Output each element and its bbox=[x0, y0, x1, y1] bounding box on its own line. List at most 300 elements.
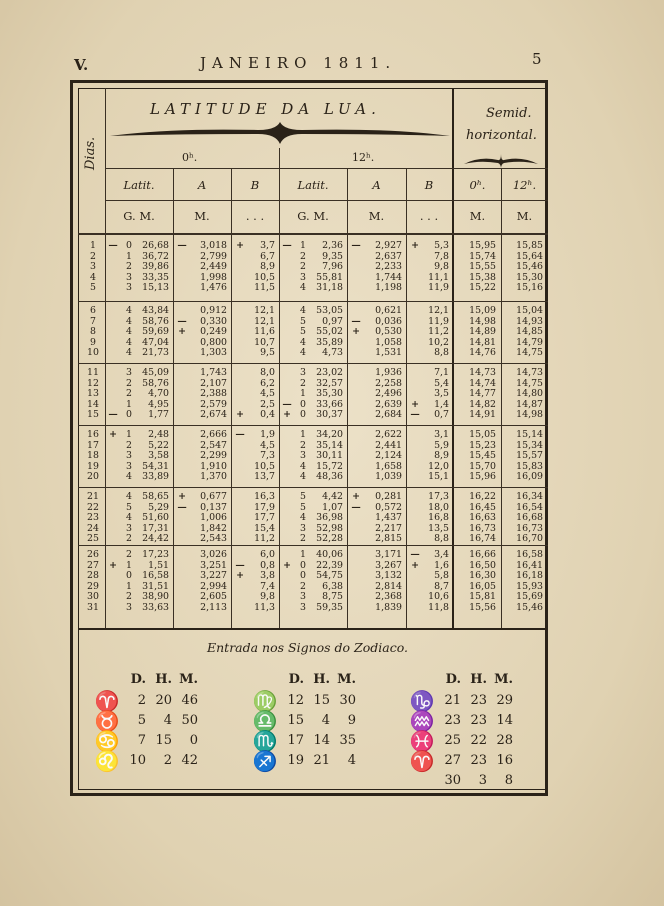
lat12-degrees: 2 bbox=[300, 377, 306, 389]
semid-12h-value: 14,98 bbox=[516, 409, 543, 421]
lat0-degrees: 1 bbox=[126, 398, 132, 410]
a0-value: 1,370 bbox=[200, 471, 227, 483]
semid-12h-value: 15,57 bbox=[516, 450, 543, 462]
lat0-minutes: 4,95 bbox=[148, 398, 169, 410]
lat0-degrees: 2 bbox=[126, 261, 132, 273]
b12-value: 0,7 bbox=[434, 409, 449, 421]
lat12-minutes: 4,73 bbox=[322, 347, 343, 359]
lat0-minutes: 2,48 bbox=[148, 429, 169, 440]
zodiac-hour: 3 bbox=[478, 773, 487, 788]
lat0-degrees: 1 bbox=[126, 429, 132, 440]
b0-value: 4,5 bbox=[260, 439, 275, 451]
lat12-minutes: 33,66 bbox=[316, 398, 343, 410]
lat12-minutes: 55,81 bbox=[316, 271, 343, 283]
day-number: 23 bbox=[87, 512, 99, 524]
group-separator bbox=[78, 545, 548, 546]
lat12-minutes: 54,75 bbox=[316, 570, 343, 582]
a0-value: 1,998 bbox=[200, 271, 227, 283]
lat12-degrees: 4 bbox=[300, 471, 306, 483]
dias-label: Dias. bbox=[83, 136, 98, 170]
lat0-degrees: 3 bbox=[126, 450, 132, 462]
semid-0h-value: 15,23 bbox=[469, 439, 496, 451]
lat0-minutes: 33,63 bbox=[142, 601, 169, 613]
semid-12h-value: 16,68 bbox=[516, 512, 543, 524]
b12-value: 1,4 bbox=[434, 398, 449, 410]
a0-sign: — bbox=[177, 315, 187, 327]
a12-sign: + bbox=[352, 326, 360, 338]
a12-value: 1,658 bbox=[375, 460, 402, 472]
day-number: 15 bbox=[87, 409, 99, 421]
day-number: 2 bbox=[90, 250, 96, 262]
b12-value: 11,1 bbox=[428, 271, 449, 283]
b12-sign: — bbox=[410, 409, 420, 421]
a0-value: 3,026 bbox=[200, 549, 227, 560]
b0-value: 15,4 bbox=[254, 522, 275, 534]
a0-value: 0,249 bbox=[200, 326, 227, 338]
unit-label-latit-12h: G. M. bbox=[297, 209, 329, 223]
col-label-a-12h: A bbox=[372, 178, 381, 192]
lat0-degrees: 2 bbox=[126, 388, 132, 400]
b12-sign: + bbox=[411, 398, 419, 410]
semid-12h-value: 15,34 bbox=[516, 439, 543, 451]
zodiac-hour: 15 bbox=[313, 693, 330, 708]
lat0-degrees: 2 bbox=[126, 533, 132, 545]
lat12-minutes: 9,35 bbox=[322, 250, 343, 262]
lat0-minutes: 5,29 bbox=[148, 501, 169, 513]
b0-value: 16,3 bbox=[254, 491, 275, 502]
lat12-minutes: 34,20 bbox=[316, 429, 343, 440]
col-label-semid-12h: 12ʰ. bbox=[512, 178, 537, 192]
lat12-degrees: 3 bbox=[300, 601, 306, 613]
b0-value: 12,1 bbox=[254, 305, 275, 316]
zodiac-sign-icon: ♎ bbox=[252, 709, 278, 733]
section-mark: V. bbox=[74, 56, 89, 74]
zodiac-hour: 15 bbox=[155, 733, 172, 748]
b0-value: 7,3 bbox=[260, 450, 275, 462]
semid-0h-value: 14,89 bbox=[469, 326, 496, 338]
semid-0h-value: 16,73 bbox=[469, 522, 496, 534]
zodiac-minute: 29 bbox=[496, 693, 513, 708]
semid-12h-value: 14,73 bbox=[516, 367, 543, 378]
zodiac-hour: 23 bbox=[470, 713, 487, 728]
semid-0h-value: 16,63 bbox=[469, 512, 496, 524]
semid-12h-value: 15,83 bbox=[516, 460, 543, 472]
a12-value: 3,132 bbox=[375, 570, 402, 582]
semid-12h-value: 16,58 bbox=[516, 549, 543, 560]
zodiac-col-head: D. bbox=[288, 672, 304, 687]
zodiac-minute: 50 bbox=[181, 713, 198, 728]
a12-sign: — bbox=[351, 315, 361, 327]
half-12h-label: 12ʰ. bbox=[352, 151, 375, 164]
zodiac-sign-icon: ♑ bbox=[409, 689, 435, 713]
day-number: 17 bbox=[87, 439, 99, 451]
lat0-minutes: 15,13 bbox=[142, 282, 169, 294]
b12-value: 10,6 bbox=[428, 591, 449, 603]
lat12-degrees: 0 bbox=[300, 398, 306, 410]
b12-value: 3,4 bbox=[434, 549, 449, 560]
zodiac-day: 19 bbox=[287, 753, 304, 768]
b12-value: 11,9 bbox=[428, 282, 449, 294]
a12-value: 2,927 bbox=[375, 240, 402, 251]
unit-label-semid-12h: M. bbox=[516, 209, 533, 223]
lat0-minutes: 51,60 bbox=[142, 512, 169, 524]
lat0-degrees: 3 bbox=[126, 601, 132, 613]
lat12-degrees: 4 bbox=[300, 336, 306, 348]
b12-value: 8,8 bbox=[434, 533, 449, 545]
lat0-minutes: 17,23 bbox=[142, 549, 169, 560]
a0-value: 2,543 bbox=[200, 533, 227, 545]
unit-label-b-0h: . . . bbox=[245, 209, 265, 223]
day-number: 25 bbox=[87, 533, 99, 545]
b12-value: 8,8 bbox=[434, 347, 449, 359]
a12-value: 0,530 bbox=[375, 326, 402, 338]
col-label-latit-12h: Latit. bbox=[297, 178, 329, 192]
a12-sign: + bbox=[352, 491, 360, 502]
b0-sign: + bbox=[236, 240, 244, 251]
semid-0h-value: 16,50 bbox=[469, 559, 496, 571]
lat12-sign: — bbox=[282, 398, 292, 410]
semid-0h-value: 15,55 bbox=[469, 261, 496, 273]
semid-0h-value: 15,95 bbox=[469, 240, 496, 251]
lat0-degrees: 0 bbox=[126, 409, 132, 421]
lat12-minutes: 59,35 bbox=[316, 601, 343, 613]
semid-12h-value: 16,54 bbox=[516, 501, 543, 513]
lat12-minutes: 7,96 bbox=[322, 261, 343, 273]
lat12-degrees: 0 bbox=[300, 559, 306, 571]
b0-value: 17,9 bbox=[254, 501, 275, 513]
semid-0h-value: 14,91 bbox=[469, 409, 496, 421]
b0-value: 11,2 bbox=[254, 533, 275, 545]
day-number: 5 bbox=[90, 282, 96, 294]
b12-value: 12,0 bbox=[428, 460, 449, 472]
lat12-minutes: 35,14 bbox=[316, 439, 343, 451]
lat0-minutes: 39,86 bbox=[142, 261, 169, 273]
b12-value: 9,8 bbox=[434, 261, 449, 273]
lat12-degrees: 3 bbox=[300, 367, 306, 378]
header-bottom-line bbox=[78, 233, 548, 235]
b0-sign: + bbox=[236, 570, 244, 582]
col-label-latit-0h: Latit. bbox=[123, 178, 155, 192]
a0-value: 2,107 bbox=[200, 377, 227, 389]
lat12-degrees: 1 bbox=[300, 549, 306, 560]
a12-value: 2,815 bbox=[375, 533, 402, 545]
a0-value: 3,018 bbox=[200, 240, 227, 251]
semid-12h-value: 15,16 bbox=[516, 282, 543, 294]
zodiac-col-head: D. bbox=[445, 672, 461, 687]
lat0-sign: — bbox=[108, 240, 118, 251]
zodiac-hour: 23 bbox=[470, 693, 487, 708]
b0-value: 3,8 bbox=[260, 570, 275, 582]
semid-0h-value: 14,76 bbox=[469, 347, 496, 359]
lat0-minutes: 43,84 bbox=[142, 305, 169, 316]
lat0-minutes: 21,73 bbox=[142, 347, 169, 359]
day-number: 12 bbox=[87, 377, 99, 389]
b0-value: 7,4 bbox=[260, 580, 275, 592]
lat12-degrees: 2 bbox=[300, 261, 306, 273]
zodiac-hour: 21 bbox=[313, 753, 330, 768]
b0-sign: — bbox=[235, 429, 245, 440]
lat12-minutes: 22,39 bbox=[316, 559, 343, 571]
lat12-degrees: 0 bbox=[300, 570, 306, 582]
zodiac-sign-icon: ♓ bbox=[409, 729, 435, 753]
semid-0h-value: 15,45 bbox=[469, 450, 496, 462]
lat12-sign: + bbox=[283, 559, 291, 571]
lat0-minutes: 54,31 bbox=[142, 460, 169, 472]
b0-value: 0,8 bbox=[260, 559, 275, 571]
unit-label-semid-0h: M. bbox=[469, 209, 486, 223]
semid-12h-value: 16,41 bbox=[516, 559, 543, 571]
b0-value: 11,6 bbox=[254, 326, 275, 338]
day-number: 8 bbox=[90, 326, 96, 338]
semid-12h-value: 15,30 bbox=[516, 271, 543, 283]
lat0-degrees: 0 bbox=[126, 240, 132, 251]
lat0-minutes: 26,68 bbox=[142, 240, 169, 251]
a12-value: 2,639 bbox=[375, 398, 402, 410]
lat12-minutes: 6,38 bbox=[322, 580, 343, 592]
semid-0h-value: 16,30 bbox=[469, 570, 496, 582]
column-rule bbox=[173, 168, 174, 628]
lat12-minutes: 52,28 bbox=[316, 533, 343, 545]
lat0-degrees: 4 bbox=[126, 326, 132, 338]
lat0-minutes: 58,76 bbox=[142, 377, 169, 389]
table-bottom-line bbox=[78, 628, 548, 630]
zodiac-minute: 8 bbox=[504, 773, 513, 788]
a0-value: 0,330 bbox=[200, 315, 227, 327]
semid-label-line2: horizontal. bbox=[466, 128, 537, 143]
a12-sign: — bbox=[351, 501, 361, 513]
b0-sign: + bbox=[236, 409, 244, 421]
day-number: 22 bbox=[87, 501, 99, 513]
lat12-minutes: 40,06 bbox=[316, 549, 343, 560]
b12-value: 3,5 bbox=[434, 388, 449, 400]
lat12-degrees: 5 bbox=[300, 491, 306, 502]
lat0-degrees: 2 bbox=[126, 591, 132, 603]
a12-value: 1,531 bbox=[375, 347, 402, 359]
zodiac-hour: 23 bbox=[470, 753, 487, 768]
b12-value: 17,3 bbox=[428, 491, 449, 502]
b0-value: 10,5 bbox=[254, 460, 275, 472]
zodiac-minute: 30 bbox=[339, 693, 356, 708]
day-number: 20 bbox=[87, 471, 99, 483]
a0-sign: — bbox=[177, 240, 187, 251]
lat0-minutes: 31,51 bbox=[142, 580, 169, 592]
b12-value: 8,9 bbox=[434, 450, 449, 462]
b12-sign: — bbox=[410, 549, 420, 560]
semid-12h-value: 14,75 bbox=[516, 377, 543, 389]
semid-12h-value: 15,93 bbox=[516, 580, 543, 592]
lat12-minutes: 35,30 bbox=[316, 388, 343, 400]
lat0-degrees: 1 bbox=[126, 559, 132, 571]
lat12-minutes: 0,97 bbox=[322, 315, 343, 327]
lat0-degrees: 4 bbox=[126, 347, 132, 359]
b12-value: 16,8 bbox=[428, 512, 449, 524]
semid-0h-value: 16,66 bbox=[469, 549, 496, 560]
zodiac-day: 10 bbox=[129, 753, 146, 768]
a0-value: 2,113 bbox=[200, 601, 227, 613]
day-number: 31 bbox=[87, 601, 99, 613]
semid-12h-value: 15,46 bbox=[516, 601, 543, 613]
b12-value: 5,9 bbox=[434, 439, 449, 451]
latitude-title: LATITUDE DA LUA. bbox=[150, 100, 381, 118]
b12-value: 7,1 bbox=[434, 367, 449, 378]
day-number: 6 bbox=[90, 305, 96, 316]
day-number: 13 bbox=[87, 388, 99, 400]
a12-value: 0,621 bbox=[375, 305, 402, 316]
b0-value: 6,2 bbox=[260, 377, 275, 389]
a0-value: 1,006 bbox=[200, 512, 227, 524]
b12-value: 10,2 bbox=[428, 336, 449, 348]
lat0-degrees: 4 bbox=[126, 512, 132, 524]
semid-0h-value: 15,96 bbox=[469, 471, 496, 483]
unit-label-a-12h: M. bbox=[368, 209, 385, 223]
zodiac-minute: 4 bbox=[347, 753, 356, 768]
b12-value: 1,6 bbox=[434, 559, 449, 571]
a12-value: 2,217 bbox=[375, 522, 402, 534]
zodiac-day: 27 bbox=[444, 753, 461, 768]
lat0-degrees: 4 bbox=[126, 471, 132, 483]
b12-value: 5,3 bbox=[434, 240, 449, 251]
col-label-b-12h: B bbox=[424, 178, 434, 192]
day-number: 9 bbox=[90, 336, 96, 348]
lat12-degrees: 2 bbox=[300, 439, 306, 451]
a0-value: 2,449 bbox=[200, 261, 227, 273]
a12-value: 1,936 bbox=[375, 367, 402, 378]
b0-value: 8,9 bbox=[260, 261, 275, 273]
a12-value: 2,814 bbox=[375, 580, 402, 592]
b12-value: 11,2 bbox=[428, 326, 449, 338]
lat0-degrees: 3 bbox=[126, 522, 132, 534]
lat0-degrees: 2 bbox=[126, 439, 132, 451]
zodiac-minute: 46 bbox=[181, 693, 198, 708]
zodiac-day: 25 bbox=[444, 733, 461, 748]
lat0-minutes: 17,31 bbox=[142, 522, 169, 534]
day-number: 3 bbox=[90, 261, 96, 273]
b12-value: 3,1 bbox=[434, 429, 449, 440]
semid-12h-value: 14,87 bbox=[516, 398, 543, 410]
zodiac-col-head: H. bbox=[313, 672, 330, 687]
lat12-minutes: 1,07 bbox=[322, 501, 343, 513]
b0-value: 9,8 bbox=[260, 591, 275, 603]
lat12-minutes: 31,18 bbox=[316, 282, 343, 294]
zodiac-minute: 9 bbox=[347, 713, 356, 728]
zodiac-sign-icon: ♒ bbox=[409, 709, 435, 733]
b12-value: 11,8 bbox=[428, 601, 449, 613]
b12-value: 18,0 bbox=[428, 501, 449, 513]
semid-column-divider bbox=[452, 88, 454, 628]
semid-0h-value: 15,56 bbox=[469, 601, 496, 613]
col-label-b-0h: B bbox=[250, 178, 260, 192]
lat0-degrees: 4 bbox=[126, 315, 132, 327]
day-number: 21 bbox=[87, 491, 99, 502]
lat12-degrees: 3 bbox=[300, 271, 306, 283]
lat12-degrees: 1 bbox=[300, 429, 306, 440]
zodiac-hour: 22 bbox=[470, 733, 487, 748]
semid-12h-value: 16,34 bbox=[516, 491, 543, 502]
day-number: 1 bbox=[90, 240, 96, 251]
zodiac-minute: 28 bbox=[496, 733, 513, 748]
lat0-degrees: 0 bbox=[126, 570, 132, 582]
a12-value: 3,267 bbox=[375, 559, 402, 571]
lat0-minutes: 3,58 bbox=[148, 450, 169, 462]
a0-value: 2,994 bbox=[200, 580, 227, 592]
semid-12h-value: 14,93 bbox=[516, 315, 543, 327]
a12-value: 2,233 bbox=[375, 261, 402, 273]
days-column-divider bbox=[105, 88, 106, 628]
lat12-degrees: 2 bbox=[300, 580, 306, 592]
semid-12h-value: 14,80 bbox=[516, 388, 543, 400]
zodiac-col-head: D. bbox=[130, 672, 146, 687]
column-rule bbox=[231, 168, 232, 628]
a12-value: 2,441 bbox=[375, 439, 402, 451]
zodiac-col-head: H. bbox=[155, 672, 172, 687]
lat0-minutes: 1,77 bbox=[148, 409, 169, 421]
zodiac-day: 17 bbox=[287, 733, 304, 748]
page-title: JANEIRO 1811. bbox=[200, 54, 397, 72]
b0-value: 13,7 bbox=[254, 471, 275, 483]
lat12-minutes: 30,11 bbox=[316, 450, 343, 462]
b12-value: 7,8 bbox=[434, 250, 449, 262]
unit-label-latit-0h: G. M. bbox=[123, 209, 155, 223]
lat0-degrees: 4 bbox=[126, 305, 132, 316]
semid-12h-value: 15,85 bbox=[516, 240, 543, 251]
lat0-degrees: 3 bbox=[126, 367, 132, 378]
a0-value: 1,743 bbox=[200, 367, 227, 378]
lat12-minutes: 55,02 bbox=[316, 326, 343, 338]
lat0-degrees: 4 bbox=[126, 336, 132, 348]
zodiac-day: 5 bbox=[137, 713, 146, 728]
a0-value: 2,605 bbox=[200, 591, 227, 603]
a0-value: 2,674 bbox=[200, 409, 227, 421]
day-number: 24 bbox=[87, 522, 99, 534]
day-number: 27 bbox=[87, 559, 99, 571]
day-number: 14 bbox=[87, 398, 99, 410]
a0-value: 2,388 bbox=[200, 388, 227, 400]
lat12-minutes: 35,89 bbox=[316, 336, 343, 348]
b12-sign: + bbox=[411, 559, 419, 571]
semid-0h-value: 14,82 bbox=[469, 398, 496, 410]
zodiac-col-head: M. bbox=[179, 672, 198, 687]
half-0h-label: 0ʰ. bbox=[182, 151, 198, 164]
zodiac-hour: 4 bbox=[321, 713, 330, 728]
day-number: 18 bbox=[87, 450, 99, 462]
a0-sign: + bbox=[178, 326, 186, 338]
semid-0h-value: 14,81 bbox=[469, 336, 496, 348]
semid-0h-value: 14,77 bbox=[469, 388, 496, 400]
lat0-degrees: 5 bbox=[126, 501, 132, 513]
a12-value: 2,496 bbox=[375, 388, 402, 400]
a0-value: 3,227 bbox=[200, 570, 227, 582]
semid-0h-value: 16,74 bbox=[469, 533, 496, 545]
a12-value: 1,198 bbox=[375, 282, 402, 294]
latitude-brace bbox=[108, 120, 452, 150]
a12-value: 2,637 bbox=[375, 250, 402, 262]
lat12-minutes: 36,98 bbox=[316, 512, 343, 524]
day-number: 30 bbox=[87, 591, 99, 603]
a0-sign: — bbox=[177, 501, 187, 513]
zodiac-sign-icon: ♌ bbox=[94, 749, 120, 773]
lat0-minutes: 38,90 bbox=[142, 591, 169, 603]
column-rule bbox=[501, 168, 502, 628]
a12-value: 0,572 bbox=[375, 501, 402, 513]
zodiac-col-head: H. bbox=[470, 672, 487, 687]
zodiac-minute: 0 bbox=[189, 733, 198, 748]
b0-value: 17,7 bbox=[254, 512, 275, 524]
zodiac-day: 23 bbox=[444, 713, 461, 728]
day-number: 29 bbox=[87, 580, 99, 592]
b12-sign: + bbox=[411, 240, 419, 251]
zodiac-sign-icon: ♍ bbox=[252, 689, 278, 713]
day-number: 28 bbox=[87, 570, 99, 582]
